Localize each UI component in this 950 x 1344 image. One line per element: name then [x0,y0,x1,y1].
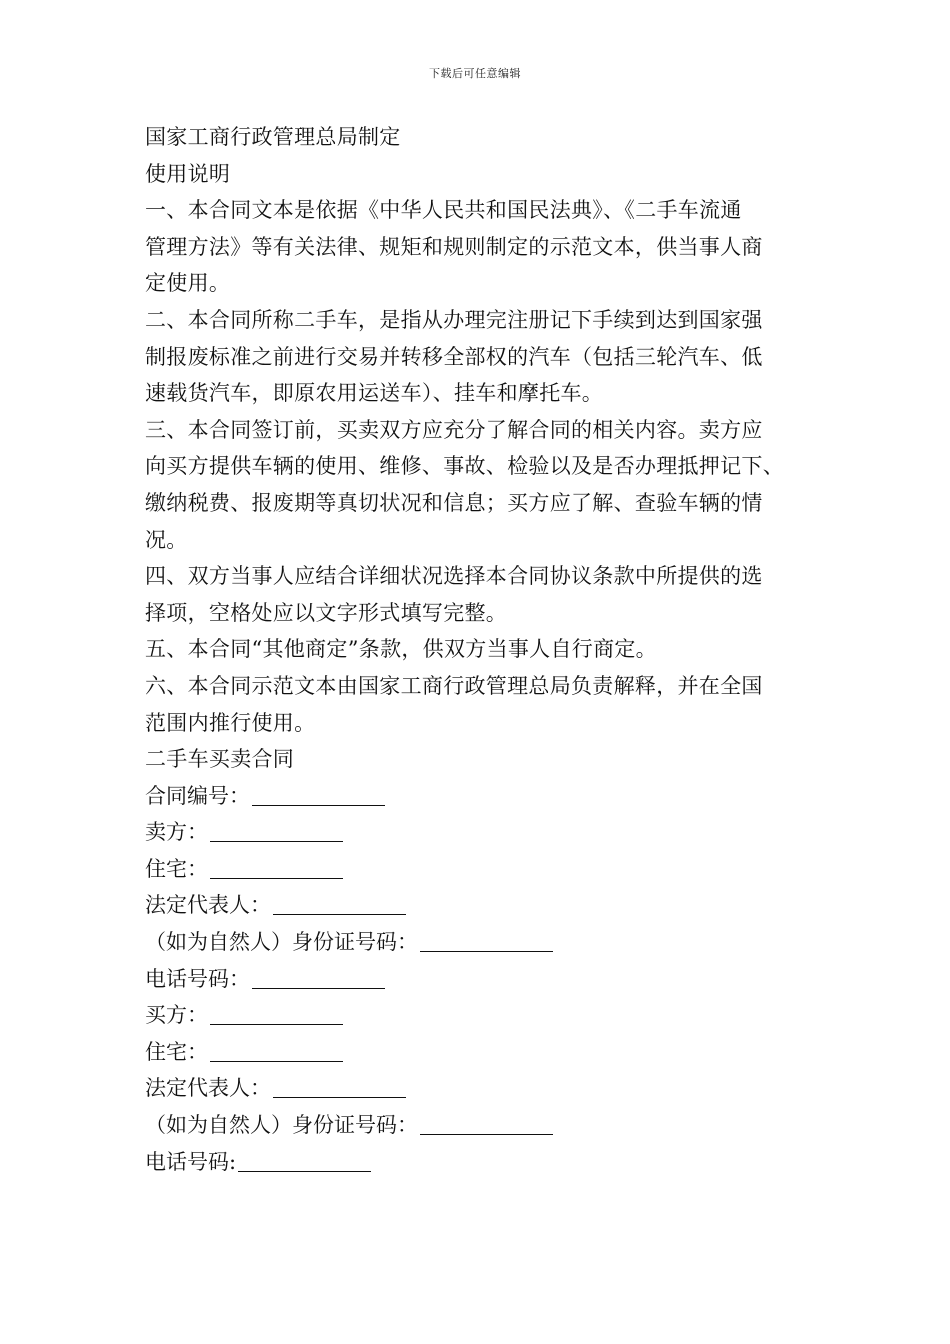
fill-in-blank [420,1112,553,1135]
form-field-buyer-address [145,1034,815,1071]
paragraph-line: 速载货汽车，即原农用运送车）、挂车和摩托车。 [145,381,604,406]
fill-in-blank [210,856,343,879]
fill-in-blank [210,819,343,842]
paragraph-line: 范围内推行使用。 [145,710,316,735]
form-field-buyer [145,997,815,1034]
paragraph-line: 缴纳税费、报废期等真切状况和信息；买方应了解、查验车辆的情 [145,490,763,515]
form-field-seller-legal-rep [145,887,815,924]
fill-in-blank [210,1002,343,1025]
form-field-buyer-id-number [145,1107,815,1144]
paragraph-line: 向买方提供车辆的使用、维修、事故、检验以及是否办理抵押记下、 [145,454,784,479]
field-label: 电话号码： [145,966,250,991]
field-label: （如为自然人）身份证号码： [145,1113,418,1138]
fill-in-blank [210,1039,343,1062]
fill-in-blank [420,929,553,952]
form-field-contract-number [145,778,815,815]
paragraph-line: 况。 [145,527,188,552]
field-label: 法定代表人： [145,1076,271,1101]
field-label: 买方： [145,1003,208,1028]
page-header-note: 下载后可任意编辑 [429,67,521,80]
paragraph-line: 一、本合同文本是依据《中华人民共和国民法典》、《二手车流通 [145,198,742,223]
form-field-seller-address [145,851,815,888]
document-body [145,119,815,1180]
paragraph-line: 二、本合同所称二手车，是指从办理完注册记下手续到达到国家强 [145,307,763,332]
issuer-line: 国家工商行政管理总局制定 [145,125,401,149]
fill-in-blank [238,1149,371,1172]
form-field-buyer-phone [145,1144,815,1181]
field-label: 法定代表人： [145,893,271,918]
fill-in-blank [273,892,406,915]
paragraph-line: 制报废标准之前进行交易并转移全部权的汽车（包括三轮汽车、低 [145,344,763,369]
paragraph-line: 管理方法》等有关法律、规矩和规则制定的示范文本，供当事人商 [145,234,763,259]
form-field-seller-phone [145,961,815,998]
field-label: 卖方： [145,820,208,845]
paragraph-line: 四、双方当事人应结合详细状况选择本合同协议条款中所提供的选 [145,564,763,589]
field-label: （如为自然人）身份证号码： [145,930,418,955]
paragraph-line: 三、本合同签订前，买卖双方应充分了解合同的相关内容。卖方应 [145,417,763,442]
field-label: 住宅： [145,1039,208,1064]
contract-title: 二手车买卖合同 [145,747,295,772]
paragraph-line: 五、本合同“其他商定”条款，供双方当事人自行商定。 [145,637,657,662]
field-label: 电话号码: [145,1149,237,1174]
paragraph-line: 六、本合同示范文本由国家工商行政管理总局负责解释，并在全国 [145,673,763,698]
paragraph-line: 定使用。 [145,271,231,296]
form-field-seller [145,814,815,851]
paragraph-line: 择项，空格处应以文字形式填写完整。 [145,600,508,625]
field-label: 住宅： [145,856,208,881]
fill-in-blank [252,783,385,806]
section-title-instructions: 使用说明 [145,161,231,186]
fill-in-blank [252,966,385,989]
fill-in-blank [273,1075,406,1098]
form-field-buyer-legal-rep [145,1070,815,1107]
form-field-seller-id-number [145,924,815,961]
field-label: 合同编号： [145,783,250,808]
